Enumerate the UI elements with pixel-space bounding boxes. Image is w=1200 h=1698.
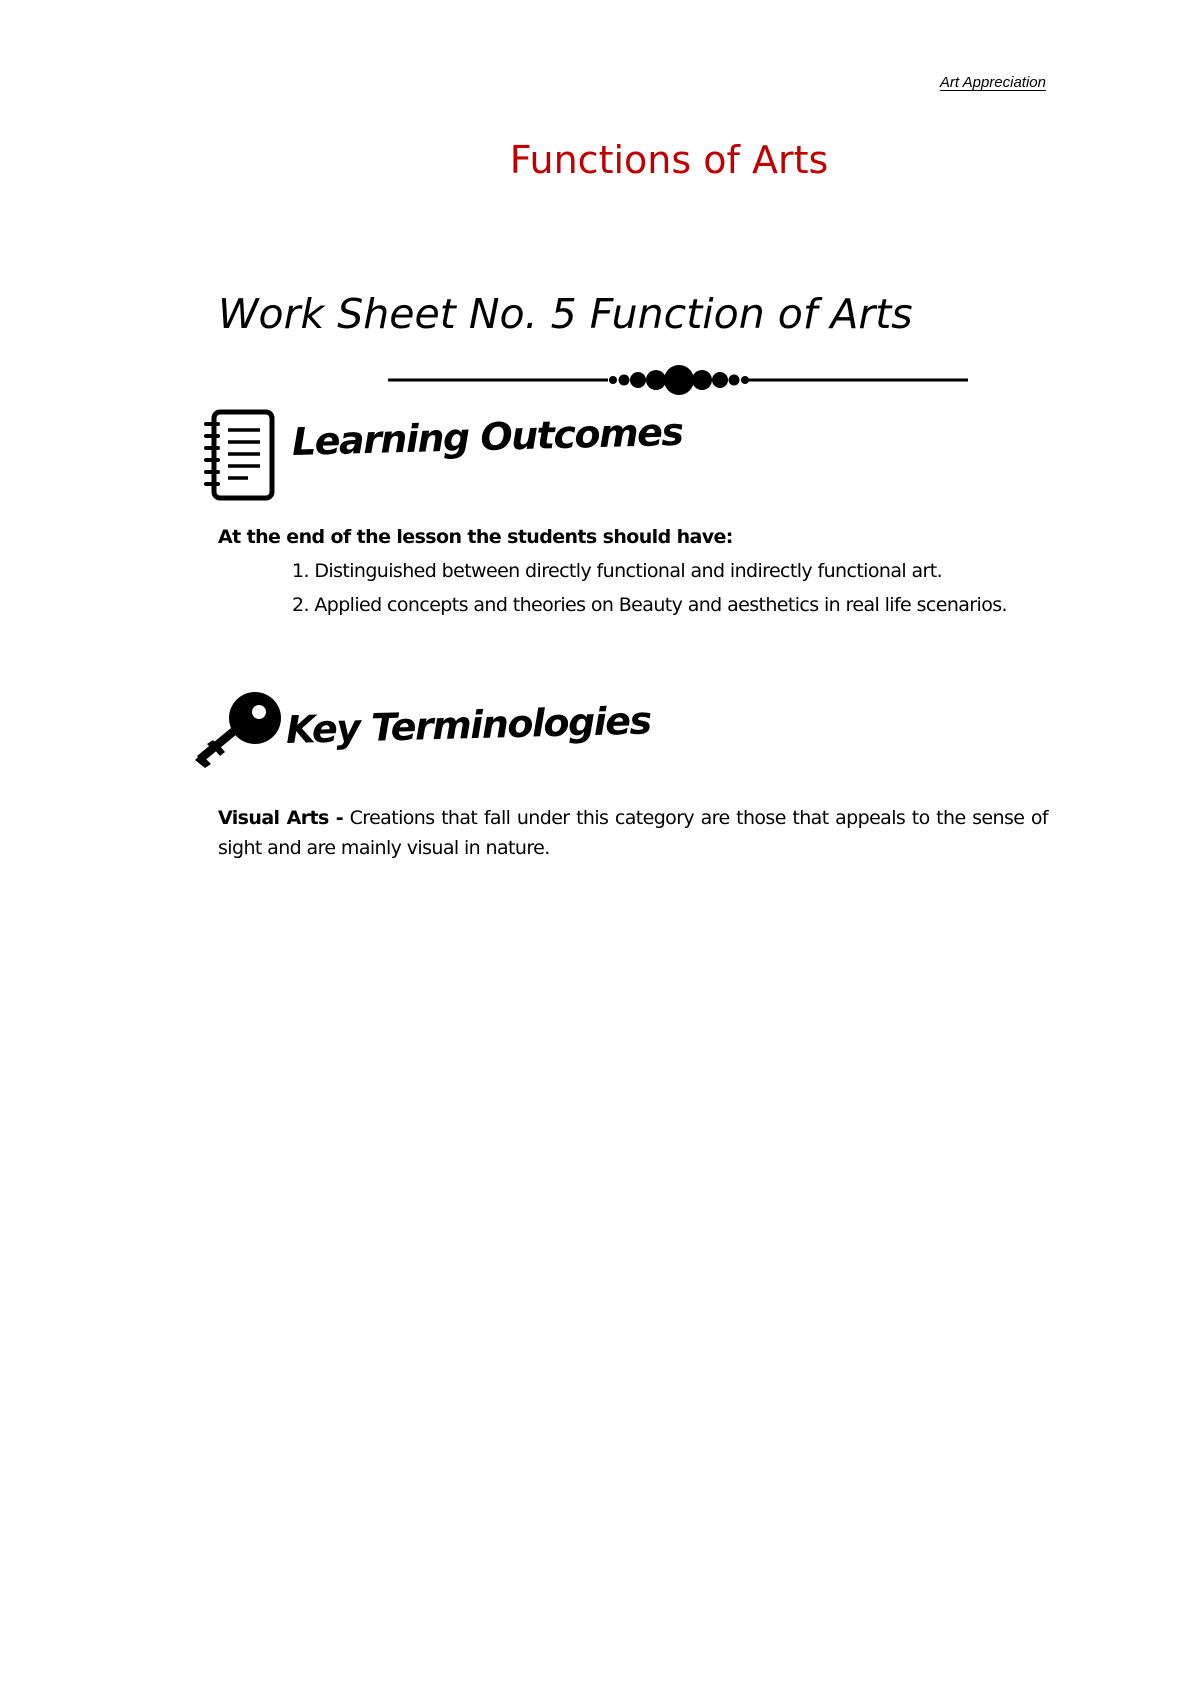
page-title: Functions of Arts: [509, 138, 829, 182]
list-item: 1. Distinguished between directly functional and indirectly functional art.: [292, 560, 943, 582]
term-definition: Creations that fall under this category are those that appeals to the sense of sight and are mainly visual in nature.: [218, 807, 1048, 859]
learning-outcomes-heading: Learning Outcomes: [291, 409, 684, 464]
notebook-icon: [204, 408, 278, 504]
term-label: Visual Arts -: [218, 807, 344, 829]
learning-outcomes-intro: At the end of the lesson the students should have:: [218, 526, 733, 548]
header-course-name: Art Appreciation: [939, 74, 1046, 91]
list-item: 2. Applied concepts and theories on Beauty and aesthetics in real life scenarios.: [292, 594, 1007, 616]
worksheet-title: Work Sheet No. 5 Function of Arts: [218, 290, 913, 338]
key-icon: [193, 690, 285, 770]
ornamental-divider: [388, 360, 968, 400]
key-terminologies-heading: Key Terminologies: [285, 698, 652, 752]
terminology-definition: [218, 803, 1048, 863]
learning-outcomes-list: [292, 554, 1012, 622]
